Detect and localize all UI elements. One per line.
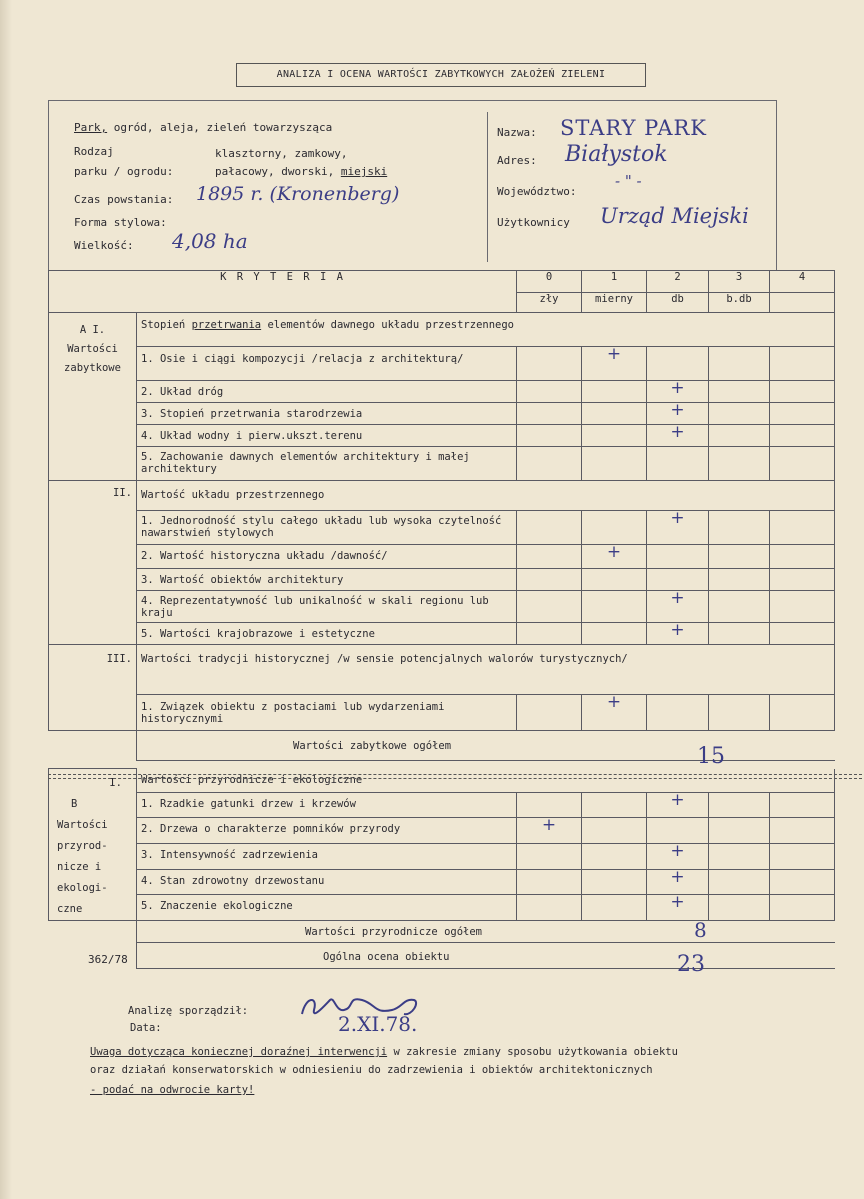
section-b-label-5: czne <box>57 903 83 915</box>
score-mark: + <box>606 344 622 364</box>
note-underlined: Uwaga dotycząca koniecznej doraźnej interwencji <box>90 1046 388 1058</box>
score-cell-1 <box>582 843 647 869</box>
rodzaj-options-1: klasztorny, zamkowy, <box>215 147 348 160</box>
rodzaj-options-2a: pałacowy, dworski, <box>215 165 335 178</box>
czas-value: 1895 r. (Kronenberg) <box>196 183 400 205</box>
score-mark: + <box>670 866 685 887</box>
forma-label: Forma stylowa: <box>74 216 167 229</box>
score-2: 2 <box>647 271 709 293</box>
section-b-label-2: przyrod- <box>57 840 108 852</box>
row-label: 3. Intensywność zadrzewienia <box>137 843 517 869</box>
total-b-value: 8 <box>694 918 707 942</box>
nazwa-label: Nazwa: <box>497 126 537 139</box>
header-divider <box>487 112 488 262</box>
score-mark: + <box>541 815 557 836</box>
score-cell-3 <box>709 447 770 481</box>
group-b-title: Wartości przyrodnicze i ekologiczne <box>137 769 835 793</box>
row-label: 2. Wartość historyczna układu /dawność/ <box>137 545 517 569</box>
section-a-roman2: II. <box>49 481 137 645</box>
form-title: ANALIZA I OCENA WARTOŚCI ZABYTKOWYCH ZAŁOŻEŃ ZIELENI <box>236 63 646 87</box>
score-cell-3 <box>709 591 770 623</box>
adres-value: Białystok <box>565 142 668 167</box>
score-cell-0 <box>517 695 582 731</box>
row-label: 4. Reprezentatywność lub unikalność w skali regionu lub kraju <box>137 591 517 623</box>
park-type-selected: Park, <box>74 121 108 134</box>
score-cell-2 <box>647 447 709 481</box>
score-4: 4 <box>770 271 835 293</box>
score-cell-2 <box>647 818 709 844</box>
section-separator <box>48 774 862 779</box>
kryteria-header: K R Y T E R I A <box>49 271 517 313</box>
score-cell-1 <box>582 344 647 381</box>
group1-title-a: Stopień <box>141 319 186 331</box>
group2-title: Wartość układu przestrzennego <box>137 481 835 511</box>
total-b-row <box>137 921 835 943</box>
score-cell-3 <box>709 869 770 895</box>
row-label: 1. Związek obiektu z postaciami lub wydarzeniami historycznymi <box>137 695 517 731</box>
score-cell-2 <box>647 695 709 731</box>
score-mark: + <box>670 400 685 420</box>
score-cell-0 <box>517 869 582 895</box>
score-cell-4 <box>770 447 835 481</box>
score-cell-0 <box>517 425 582 447</box>
row-label: 5. Znaczenie ekologiczne <box>137 895 517 921</box>
score-cell-1 <box>582 869 647 895</box>
score-cell-3 <box>709 792 770 818</box>
uzyt-value: Urząd Miejski <box>600 204 749 228</box>
woj-label: Województwo: <box>497 185 577 198</box>
score-cell-2 <box>647 508 709 545</box>
section-b-letter: B <box>71 798 78 810</box>
score-mark: + <box>670 892 685 913</box>
score-cell-0 <box>517 843 582 869</box>
score-cell-4 <box>770 843 835 869</box>
score-cell-4 <box>770 695 835 731</box>
date-value: 2.XI.78. <box>338 1012 418 1036</box>
score-cell-4 <box>770 569 835 591</box>
score-cell-0 <box>517 815 582 844</box>
overall-value: 23 <box>677 952 705 977</box>
group1-title-b: przetrwania <box>191 319 262 331</box>
score-cell-1 <box>582 569 647 591</box>
note-line-3: - podać na odwrocie karty! <box>90 1084 255 1096</box>
score-mark: + <box>606 692 622 712</box>
row-label: 2. Układ dróg <box>137 381 517 403</box>
score-cell-0 <box>517 895 582 921</box>
score-cell-3 <box>709 403 770 425</box>
score-0: 0 <box>517 271 582 293</box>
score-cell-0 <box>517 623 582 645</box>
woj-value: - " - <box>615 172 642 190</box>
score-cell-2 <box>647 789 709 818</box>
score-cell-4 <box>770 425 835 447</box>
score-cell-3 <box>709 569 770 591</box>
row-label: 2. Drzewa o charakterze pomników przyrody <box>137 818 517 844</box>
score-label-3: b.db <box>709 293 770 313</box>
score-cell-4 <box>770 381 835 403</box>
score-cell-3 <box>709 425 770 447</box>
reference-number: 362/78 <box>88 953 128 966</box>
score-cell-1 <box>582 692 647 731</box>
row-label: 3. Wartość obiektów architektury <box>137 569 517 591</box>
score-cell-2 <box>647 840 709 869</box>
section-b-label-4: ekologi- <box>57 882 108 894</box>
score-cell-2 <box>647 866 709 895</box>
nazwa-value: STARY PARK <box>560 116 707 140</box>
score-cell-3 <box>709 695 770 731</box>
score-cell-1 <box>582 403 647 425</box>
score-mark: + <box>606 542 622 562</box>
section-a-roman3: III. <box>49 645 137 731</box>
score-label-2: db <box>647 293 709 313</box>
rodzaj-options-2 <box>215 165 387 178</box>
score-cell-2 <box>647 892 709 921</box>
score-label-0: zły <box>517 293 582 313</box>
score-mark: + <box>670 422 685 442</box>
score-cell-4 <box>770 511 835 545</box>
score-cell-1 <box>582 381 647 403</box>
score-label-4 <box>770 293 835 313</box>
score-cell-2 <box>647 545 709 569</box>
section-b-label <box>49 769 137 921</box>
section-a-label-2: zabytkowe <box>64 362 121 374</box>
note-rest: w zakresie zmiany sposobu użytkowania obiektu <box>393 1046 678 1058</box>
score-mark: + <box>670 508 685 528</box>
group3-title: Wartości tradycji historycznej /w sensie potencjalnych walorów turystycznych/ <box>137 645 835 695</box>
score-cell-2 <box>647 422 709 447</box>
score-cell-0 <box>517 403 582 425</box>
score-cell-4 <box>770 818 835 844</box>
score-cell-0 <box>517 792 582 818</box>
total-a-label: Wartości zabytkowe ogółem <box>293 740 452 752</box>
score-cell-4 <box>770 869 835 895</box>
row-label: 1. Jednorodność stylu całego układu lub wysoka czytelność nawarstwień stylowych <box>137 511 517 545</box>
score-mark: + <box>670 840 685 861</box>
row-label: 1. Rzadkie gatunki drzew i krzewów <box>137 792 517 818</box>
score-cell-1 <box>582 792 647 818</box>
total-a-row <box>137 731 835 761</box>
wielkosc-value: 4,08 ha <box>172 229 248 253</box>
score-3: 3 <box>709 271 770 293</box>
score-mark: + <box>670 588 685 608</box>
park-type-options: ogród, aleja, zieleń towarzysząca <box>113 121 333 134</box>
score-cell-4 <box>770 403 835 425</box>
section-b-roman: I. <box>109 777 122 789</box>
total-b-label: Wartości przyrodnicze ogółem <box>305 926 483 938</box>
section-a-label <box>49 313 137 481</box>
score-cell-3 <box>709 623 770 645</box>
score-cell-2 <box>647 620 709 645</box>
row-label: 4. Stan zdrowotny drzewostanu <box>137 869 517 895</box>
score-1: 1 <box>582 271 647 293</box>
row-label: 3. Stopień przetrwania starodrzewia <box>137 403 517 425</box>
score-cell-4 <box>770 545 835 569</box>
score-cell-1 <box>582 447 647 481</box>
group1-title-c: elementów dawnego układu przestrzennego <box>267 319 515 331</box>
page-left-edge <box>0 0 12 1199</box>
analyst-label: Analizę sporządził: <box>128 1005 249 1017</box>
score-cell-0 <box>517 511 582 545</box>
row-label: 4. Układ wodny i pierw.ukszt.terenu <box>137 425 517 447</box>
score-mark: + <box>670 620 685 640</box>
score-cell-3 <box>709 895 770 921</box>
score-cell-4 <box>770 792 835 818</box>
section-a-roman: A I. <box>79 324 106 336</box>
score-cell-3 <box>709 511 770 545</box>
score-cell-1 <box>582 591 647 623</box>
score-cell-0 <box>517 569 582 591</box>
score-cell-4 <box>770 895 835 921</box>
rodzaj-selected: miejski <box>340 165 388 178</box>
score-cell-4 <box>770 623 835 645</box>
score-cell-1 <box>582 511 647 545</box>
overall-label: Ogólna ocena obiektu <box>323 951 450 963</box>
section-b-label-3: nicze i <box>57 861 102 873</box>
row-label: 1. Osie i ciągi kompozycji /relacja z architekturą/ <box>137 347 517 381</box>
score-cell-1 <box>582 542 647 569</box>
park-type-line <box>74 121 332 134</box>
score-cell-3 <box>709 818 770 844</box>
score-cell-4 <box>770 591 835 623</box>
score-cell-3 <box>709 381 770 403</box>
score-cell-0 <box>517 545 582 569</box>
score-cell-3 <box>709 347 770 381</box>
group1-title <box>137 313 835 347</box>
note-line-1 <box>90 1046 678 1058</box>
czas-label: Czas powstania: <box>74 193 174 206</box>
total-a-value: 15 <box>697 744 725 769</box>
date-label: Data: <box>130 1022 162 1034</box>
score-cell-1 <box>582 818 647 844</box>
score-cell-3 <box>709 545 770 569</box>
section-a-label-1: Wartości <box>67 343 118 355</box>
score-cell-2 <box>647 347 709 381</box>
wielkosc-label: Wielkość: <box>74 239 134 252</box>
score-cell-4 <box>770 347 835 381</box>
criteria-table <box>48 270 835 969</box>
score-cell-0 <box>517 347 582 381</box>
score-mark: + <box>670 378 685 398</box>
score-label-1: mierny <box>582 293 647 313</box>
rodzaj-label-2: parku / ogrodu: <box>74 165 174 178</box>
uzyt-label: Użytkownicy <box>497 216 570 229</box>
score-cell-0 <box>517 447 582 481</box>
adres-label: Adres: <box>497 154 537 167</box>
note-line-2: oraz działań konserwatorskich w odniesieniu do zadrzewienia i obiektów architektonicznych <box>90 1064 653 1076</box>
overall-row <box>137 943 835 969</box>
score-cell-1 <box>582 425 647 447</box>
score-mark: + <box>670 789 685 810</box>
row-label: 5. Zachowanie dawnych elementów architektury i małej architektury <box>137 447 517 481</box>
score-cell-0 <box>517 591 582 623</box>
score-cell-0 <box>517 381 582 403</box>
score-cell-1 <box>582 895 647 921</box>
score-cell-1 <box>582 623 647 645</box>
section-b-label-1: Wartości <box>57 819 108 831</box>
score-cell-3 <box>709 843 770 869</box>
score-cell-2 <box>647 588 709 623</box>
row-label: 5. Wartości krajobrazowe i estetyczne <box>137 623 517 645</box>
rodzaj-label-1: Rodzaj <box>74 145 114 158</box>
